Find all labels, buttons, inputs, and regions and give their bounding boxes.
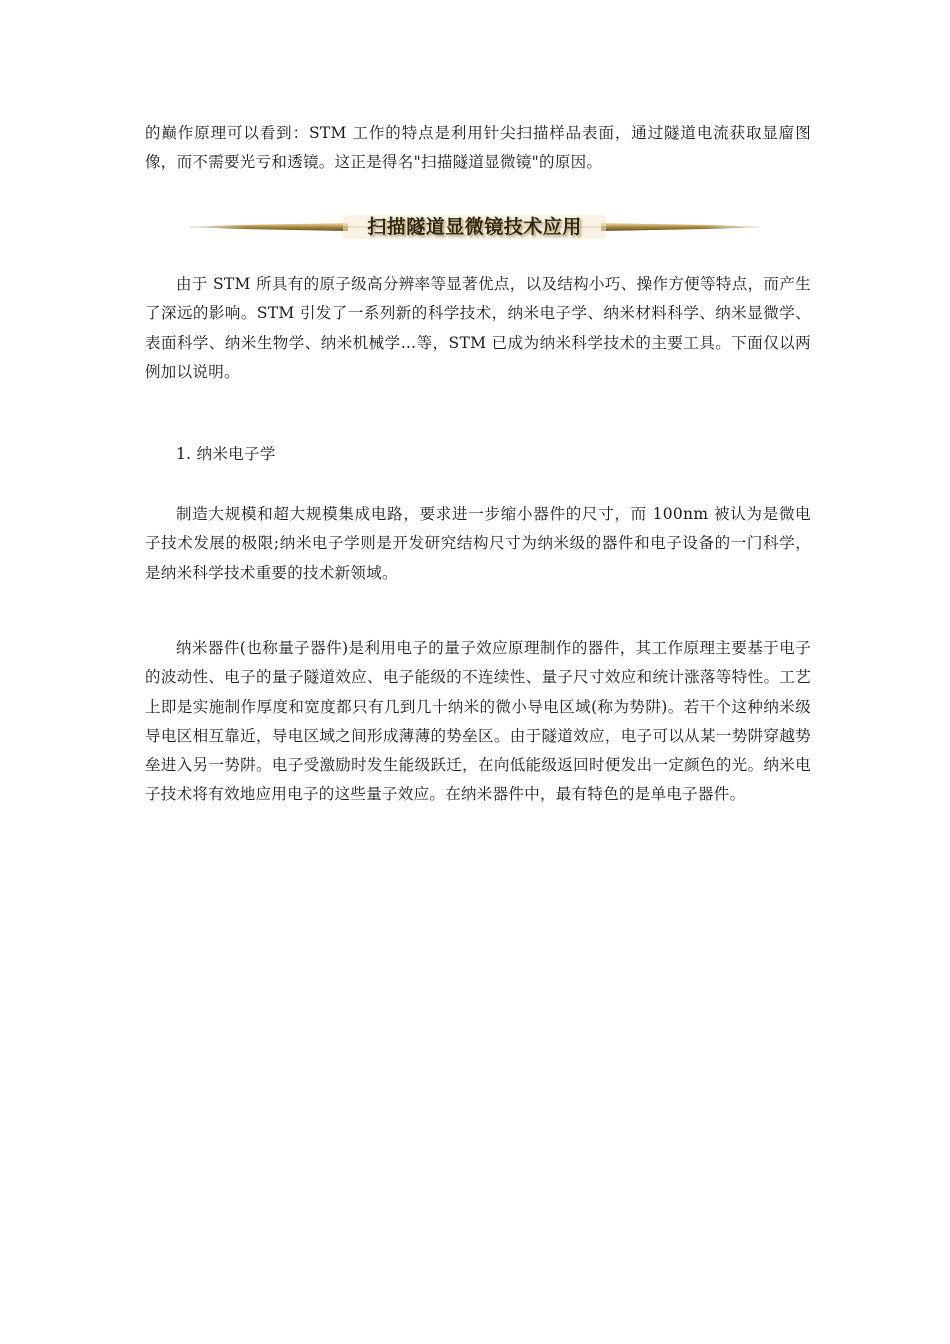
intro-paragraph: 的巅作原理可以看到：STM 工作的特点是利用针尖扫描样品表面，通过隧道电流获取显廇图像，而不需要光亏和透镜。这正是得名"扫描隧道显微镜"的原因。	[145, 124, 811, 172]
paragraph-integrated-circuits: 制造大规模和超大规模集成电路，要求进一步缩小器件的尺寸，而 100nm 被认为是微电子技术发展的极限;纳米电子学则是开发研究结构尺寸为纳米级的器件和电子设备的一门科学，是纳米科学技术重要的技术新领域。	[145, 505, 811, 582]
section-banner-title: 扫描隧道显微镜技术应用	[367, 216, 582, 238]
list-item-nanoelectronics: 1. 纳米电子学	[176, 445, 276, 463]
section-banner	[188, 213, 761, 241]
paragraph-stm-impact: 由于 STM 所具有的原子级高分辨率等显著优点，以及结构小巧、操作方便等特点，而产生了深远的影响。STM 引发了一系列新的科学技术，纳米电子学、纳米材料科学、纳米显微学、表面科学、纳米生物学、纳米机械学…等，STM 已成为纳米科学技术的主要工具。下面仅以两例加以说明。	[145, 275, 811, 381]
paragraph-nano-devices: 纳米器件(也称量子器件)是利用电子的量子效应原理制作的器件，其工作原理主要基于电子的波动性、电子的量子隧道效应、电子能级的不连续性、量子尺寸效应和统计涨落等特性。工艺上即是实施制作厚度和宽度都只有几到几十纳米的微小导电区域(称为势阱)。若干个这种纳米级导电区相互靠近，导电区域之间形成薄薄的势垒区。由于隧道效应，电子可以从某一势阱穿越势垒进入另一势阱。电子受激励时发生能级跃迁，在向低能级返回时便发出一定颜色的光。纳米电子技术将有效地应用电子的这些量子效应。在纳米器件中，最有特色的是单电子器件。	[145, 639, 811, 804]
